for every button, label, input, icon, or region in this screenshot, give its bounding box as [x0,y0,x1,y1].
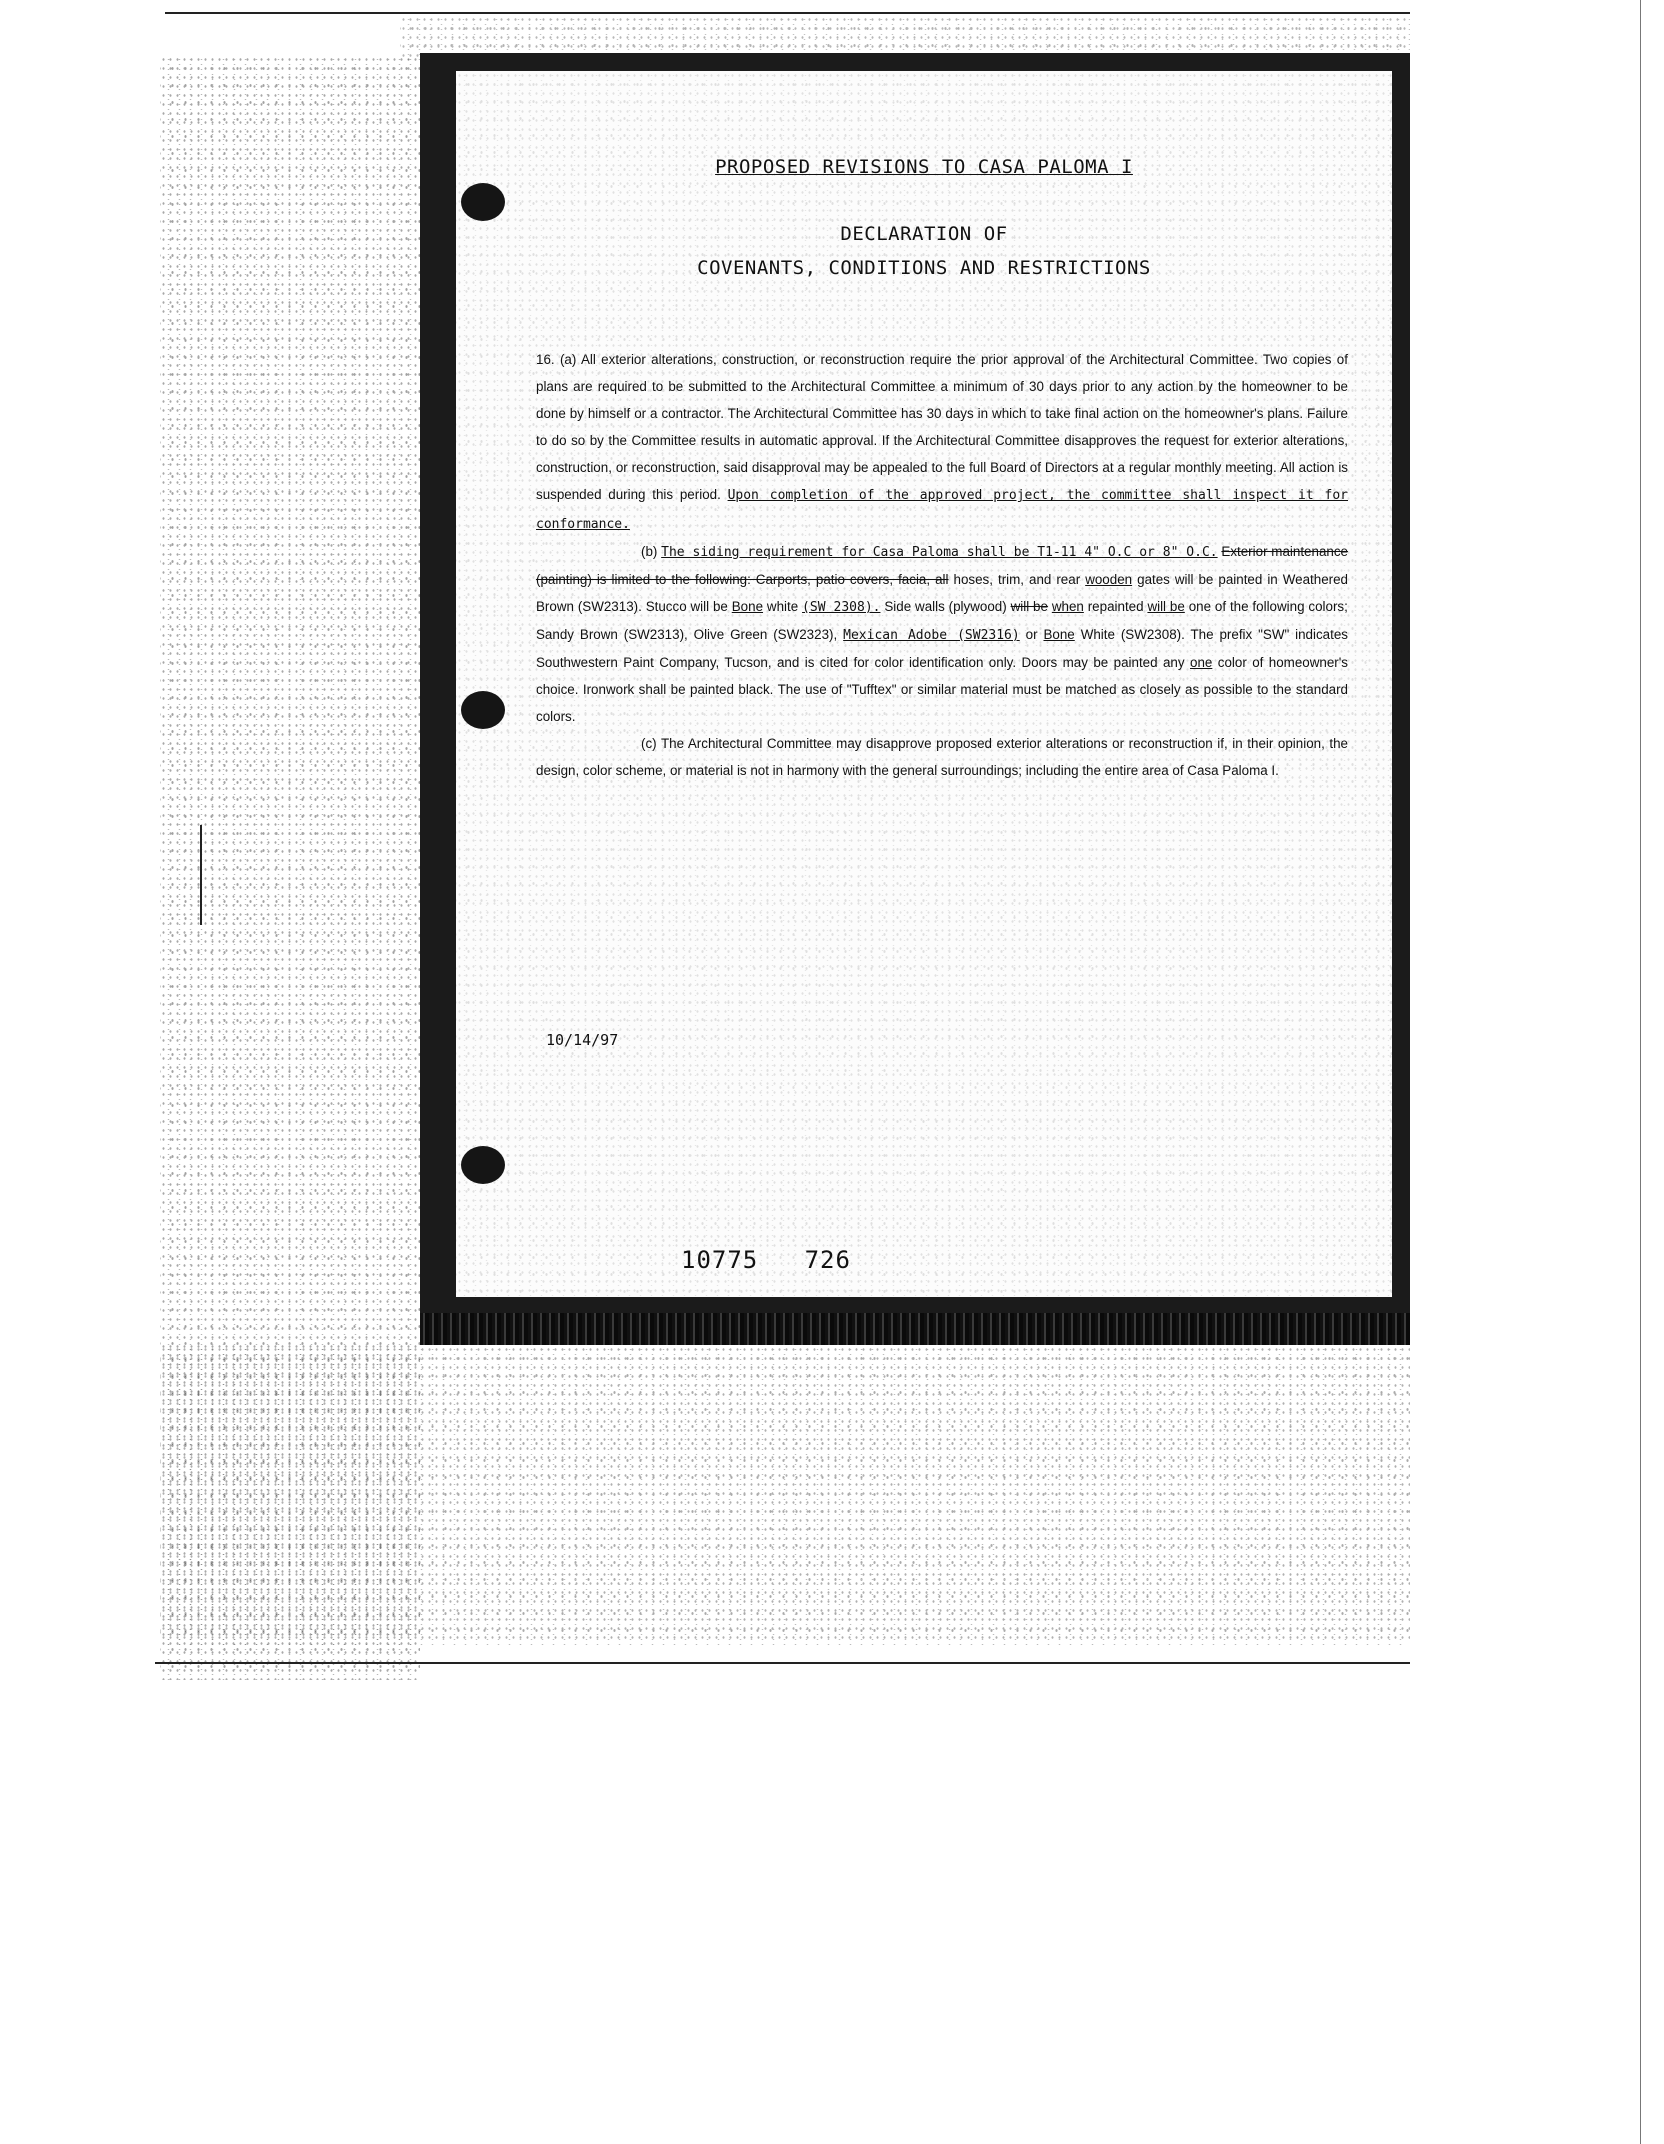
document-heading-covenants: COVENANTS, CONDITIONS AND RESTRICTIONS [697,257,1151,279]
punch-hole [461,691,505,729]
photocopy-speckle-bottom [160,1345,1410,1645]
scan-right-edge [1640,0,1641,2144]
paragraph-b-sw2308: (SW 2308). [802,599,881,615]
paragraph-b-text-9: White (SW2308). The prefix "SW" indicates Southwestern Paint Company, Tucson, and is cited for color identification only. Doors may be painted any [536,626,1348,671]
paragraph-b-text-4: white [766,598,799,614]
paragraph-c-text: The Architectural Committee may disapprove proposed exterior alterations or reconstruction if, in their opinion, the design, color scheme, or material is not in harmony with the general surroundings; including the entire area of Casa Paloma I. [536,736,1348,779]
paragraph-b-one: one [1190,655,1213,671]
paragraph-b-text-6: repainted [1087,598,1144,614]
paragraph-b-marker: (b) [641,543,658,559]
paragraph-b-will-be: will be [1147,598,1185,614]
punch-hole [461,183,505,221]
paragraph-b-bone-2: Bone [1043,626,1075,642]
paragraph-b-when: when [1051,598,1084,614]
paragraph-b-siding: The siding requirement for Casa Paloma shall be T1-11 4" O.C or 8" O.C. [661,544,1218,560]
paragraph-a-added-text: Upon completion of the approved project, the committee shall inspect it for conformance. [536,488,1349,532]
paragraph-a-marker: (a) [559,352,577,367]
paragraph-c [536,730,1348,784]
frame-bottom-band [420,1313,1410,1345]
document-page [456,71,1392,1297]
recording-page-number: 10775 726 [681,1246,851,1274]
paragraph-b-text-8: or [1025,626,1038,642]
paragraph-b-wooden: wooden [1085,571,1133,587]
punch-hole [461,1146,505,1184]
paragraph-c-marker: (c) [641,736,657,752]
paragraph-b [536,538,1348,731]
paragraph-b-text-3: gates will be painted in Weathered Brown (SW2313). Stucco will be [536,571,1348,614]
paragraph-a [536,346,1348,538]
section-16-body [536,346,1348,785]
paragraph-b-text-7: one of the following colors; Sandy Brown (SW2313), Olive Green (SW2323), [536,598,1348,642]
document-title: PROPOSED REVISIONS TO CASA PALOMA I [715,156,1133,178]
paragraph-b-text-10: color of homeowner's choice. Ironwork shall be painted black. The use of "Tufftex" or similar material must be matched as closely as possible to the standard colors. [536,655,1348,725]
paragraph-b-text-5: Side walls (plywood) [884,598,1007,614]
paragraph-b-mexican-adobe: Mexican Adobe (SW2316) [843,627,1020,643]
document-heading-declaration: DECLARATION OF [840,223,1008,245]
paragraph-a-text: All exterior alterations, construction, or reconstruction require the prior approval of the Architectural Committee. Two copies of plans are required to be submitted to the Architectural Committee a minimum of 30 days prior to any action by the homeowner to be done by himself or a contractor. The Architectural Committee has 30 days in which to take final action on the homeowner's plans. Failure to do so by the Committee results in automatic approval. If the Architectural Committee disapproves the request for exterior alterations, construction, or reconstruction, said disapproval may be appealed to the full Board of Directors at a regular monthly meeting. All action is suspended during this period. [536,352,1348,503]
top-rule [165,12,1410,14]
paragraph-b-text-2: hoses, trim, and rear [953,571,1081,587]
paragraph-b-struck-will-be: will be [1010,598,1048,614]
section-number: 16. [536,352,555,367]
photocopy-speckle-left [160,55,420,1680]
document-date: 10/14/97 [546,1031,619,1049]
paragraph-b-struck-maintenance: Exterior maintenance (painting) is limited to the following: Carports, patio covers, facia, all [536,543,1348,587]
photocopy-frame [420,53,1410,1345]
paragraph-b-bone: Bone [731,598,764,614]
bottom-rule [155,1662,1410,1664]
scan-edge-mark [200,825,202,925]
